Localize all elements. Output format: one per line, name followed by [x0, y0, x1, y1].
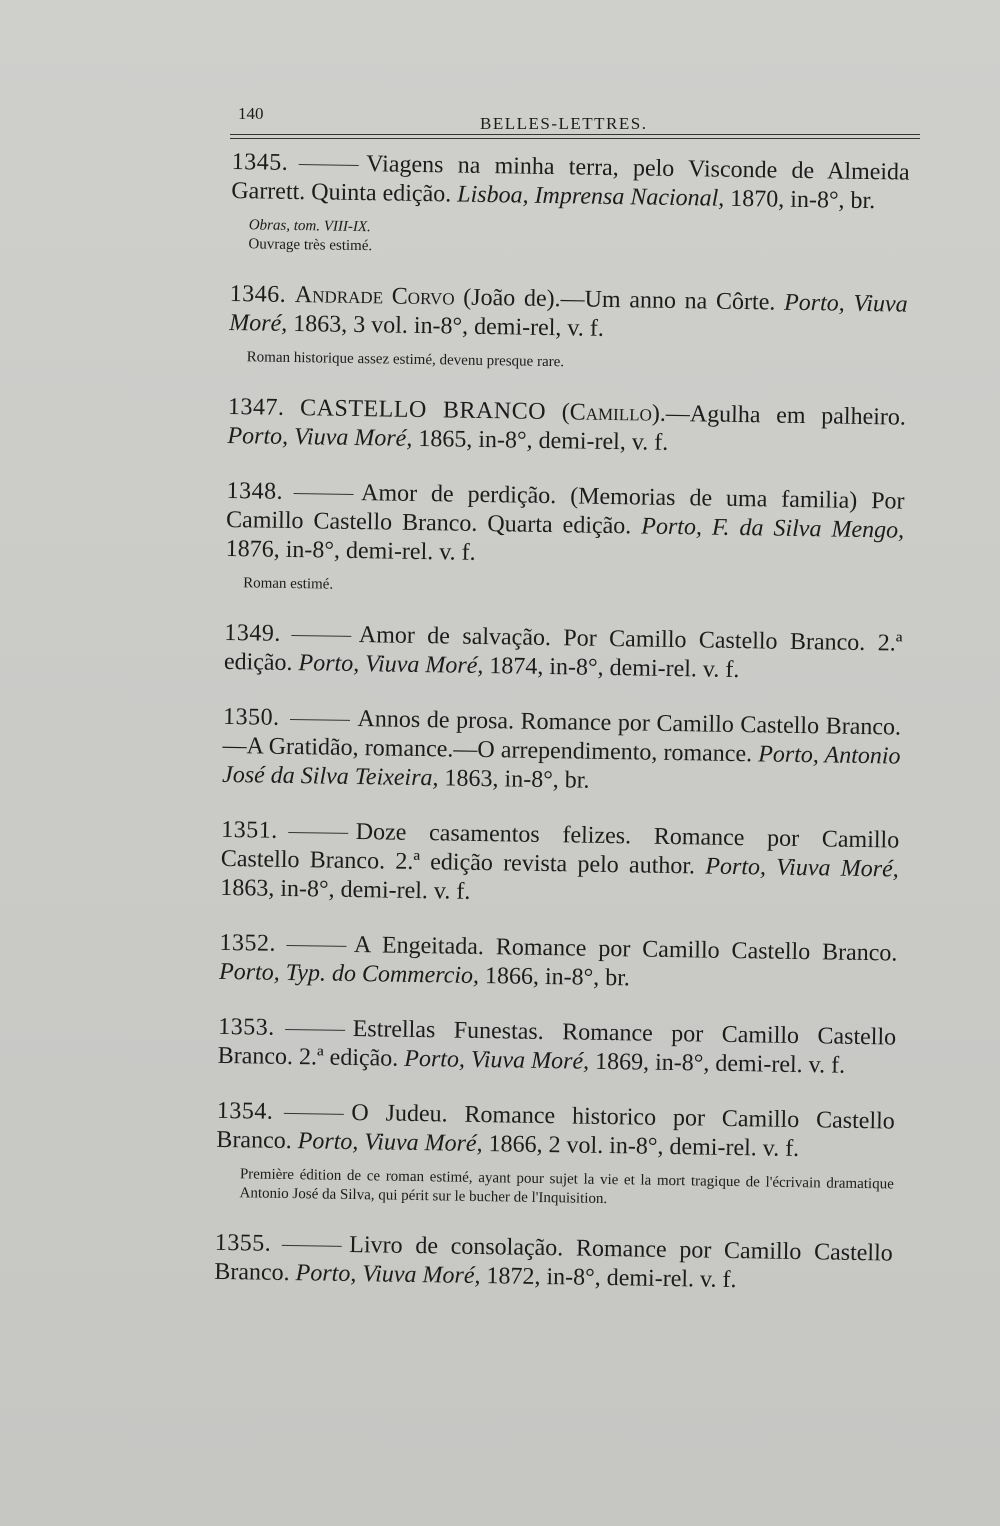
entry-body [219, 929, 898, 998]
entry-number: 1349. [224, 619, 282, 647]
entry-collation: 1866, 2 vol. in-8°, demi-rel. v. f. [482, 1131, 800, 1163]
entry-title: Annos de prosa. Romance por Camillo Castello Branco. —A Gratidão, romance.—O arrependimento, romance. [222, 706, 902, 768]
catalog-entry-1354 [215, 1097, 895, 1214]
entry-imprint: Porto, Viuva Moré, [404, 1045, 590, 1075]
entry-title: Livro de consolação. Romance por Camillo Castello Branco. [214, 1231, 893, 1287]
entry-body [227, 393, 906, 462]
entry-title: Amor de perdição. (Memorias de uma familia) Por Camillo Castello Branco. Quarta edição. [225, 480, 905, 540]
entry-body [224, 619, 903, 688]
entry-title: (João de).—Um anno na Côrte. [454, 284, 785, 316]
entry-author: Andrade Corvo [294, 282, 455, 311]
entry-note: Roman historique assez estimé, devenu presque rare. [246, 349, 565, 371]
entry-imprint: Porto, Typ. do Commercio, [218, 958, 480, 989]
ditto-dash [286, 945, 346, 947]
entry-note-line: Ouvrage très estimé. [248, 236, 373, 255]
entry-imprint: Porto, F. da Silva Mengo, [641, 513, 905, 544]
ditto-dash [293, 493, 353, 495]
entry-body [218, 1013, 897, 1082]
entry-number: 1352. [219, 929, 277, 957]
entry-imprint: Porto, Viuva Moré, [298, 650, 484, 680]
catalog-entry-1346 [229, 280, 908, 378]
entry-body [220, 816, 899, 914]
entry-number: 1355. [214, 1229, 272, 1257]
entry-imprint: Lisboa, Imprensa Nacional, [456, 181, 725, 212]
catalog-entry-1350 [222, 703, 901, 801]
ditto-dash [285, 1029, 345, 1031]
ditto-dash [298, 164, 358, 166]
entry-title: Amor de salvação. Por Camillo Castello Branco. 2.ª edição. [223, 622, 903, 677]
entry-number: 1350. [222, 703, 280, 731]
entry-note [248, 216, 909, 264]
entry-number: 1345. [231, 148, 289, 176]
ditto-dash [290, 719, 350, 721]
entry-imprint: Porto, Viuva Moré, [227, 422, 413, 452]
ditto-dash [288, 832, 348, 834]
ditto-dash [283, 1113, 343, 1115]
entry-imprint: Porto, Antonio José da Silva Teixeira, [221, 741, 901, 792]
entry-title: .—Agulha em palheiro. [659, 400, 907, 431]
entry-collation: 1870, in-8°, br. [724, 185, 876, 215]
running-head [230, 100, 920, 140]
entry-body [231, 148, 910, 217]
catalog-entry-1351 [220, 816, 899, 914]
entry-collation: 1874, in-8°, demi-rel. v. f. [483, 653, 740, 684]
catalog-entry-1349 [224, 619, 903, 688]
entry-body [225, 477, 904, 575]
entry-title: O Judeu. Romance historico por Camillo Castello Branco. [216, 1099, 895, 1155]
entry-imprint: Porto, Viuva Moré, [229, 289, 908, 337]
running-title: BELLES-LETTRES. [480, 114, 648, 133]
entry-note: Roman estimé. [243, 575, 334, 593]
ditto-dash [281, 1245, 341, 1247]
entry-author-forename: (Camillo) [561, 399, 661, 427]
entry-body [222, 703, 901, 801]
ditto-dash [291, 635, 351, 637]
entry-collation: 1865, in-8°, demi-rel, v. f. [412, 425, 669, 456]
entry-author: CASTELLO BRANCO [299, 395, 547, 425]
entry-title: Viagens na minha terra, pelo Visconde de Almeida Garrett. Quinta edição. [231, 151, 910, 208]
catalog-entry-1353 [218, 1013, 897, 1082]
entry-collation: 1876, in-8°, demi-rel. v. f. [225, 535, 476, 566]
entry-collation: 1869, in-8°, demi-rel. v. f. [588, 1048, 846, 1079]
entry-number: 1346. [229, 280, 287, 308]
note-series: Obras, tom. VIII-IX. [248, 217, 371, 236]
entry-imprint: Porto, Viuva Moré, [295, 1260, 481, 1290]
entry-collation: 1863, 3 vol. in-8°, demi-rel, v. f. [287, 310, 605, 342]
entry-imprint: Porto, Viuva Moré, [297, 1128, 483, 1158]
entry-title: Doze casamentos felizes. Romance por Camillo Castello Branco. 2.ª edição revista pelo author. [220, 819, 900, 880]
entry-title: A Engeitada. Romance por Camillo Castello Branco. [353, 932, 898, 967]
entry-list [214, 148, 910, 1324]
entry-collation: 1863, in-8°, demi-rel. v. f. [220, 874, 471, 905]
catalog-entry-1345 [230, 148, 910, 265]
entry-collation: 1872, in-8°, demi-rel. v. f. [480, 1263, 737, 1294]
catalog-entry-1347 [227, 393, 906, 462]
entry-collation: 1863, in-8°, br. [438, 765, 590, 794]
entry-number: 1354. [216, 1097, 274, 1125]
entry-number: 1353. [217, 1013, 275, 1041]
entry-number: 1348. [226, 477, 284, 505]
entry-note: Première édition de ce roman estimé, ayant pour sujet la vie et la mort tragique de l'écrivain dramatique Antonio José da Silva, qui périt sur le bucher de l'Inquisition. [239, 1166, 894, 1208]
entry-number: 1351. [221, 816, 278, 844]
entry-body [229, 280, 908, 349]
entry-number: 1347. [227, 393, 285, 421]
entry-title: Estrellas Funestas. Romance por Camillo Castello Branco. 2.ª edição. [217, 1016, 897, 1072]
catalog-entry-1355 [214, 1229, 893, 1298]
entry-body [216, 1097, 895, 1166]
catalog-entry-1348 [225, 477, 905, 604]
header-rule [230, 134, 920, 139]
entry-body [214, 1229, 893, 1298]
entry-imprint: Porto, Viuva Moré, [705, 853, 899, 883]
catalog-entry-1352 [219, 929, 898, 998]
page-number: 140 [238, 104, 264, 123]
entry-collation: 1866, in-8°, br. [478, 962, 631, 992]
